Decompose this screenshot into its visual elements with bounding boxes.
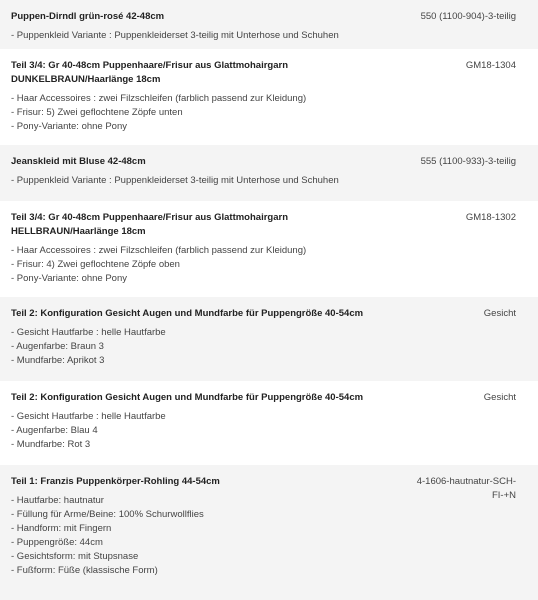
item-option: - Augenfarbe: Blau 4 <box>11 425 98 436</box>
item-title: Jeanskleid mit Bluse 42-48cm <box>11 156 146 167</box>
item-title: Teil 2: Konfiguration Gesicht Augen und Mundfarbe für Puppengröße 40-54cm <box>11 308 364 319</box>
item-options <box>11 410 516 452</box>
item-option: - Frisur: 5) Zwei geflochtene Zöpfe unten <box>11 107 183 118</box>
item-title: Teil 2: Konfiguration Gesicht Augen und Mundfarbe für Puppengröße 40-54cm <box>11 392 364 403</box>
item-option: - Füllung für Arme/Beine: 100% Schurwollflies <box>11 509 204 520</box>
item-title: Teil 3/4: Gr 40-48cm Puppenhaare/Frisur aus Glattmohairgarn HELLBRAUN/Haarlänge 18cm <box>11 212 288 237</box>
item-option: - Fußform: Füße (klassische Form) <box>11 565 158 576</box>
item-options <box>11 494 516 578</box>
list-item <box>0 465 538 600</box>
item-options <box>11 29 516 43</box>
item-title: Puppen-Dirndl grün-rosé 42-48cm <box>11 11 165 22</box>
list-item <box>0 0 538 49</box>
item-option: - Frisur: 4) Zwei geflochtene Zöpfe oben <box>11 259 180 270</box>
item-code: 555 (1100-933)-3-teilig <box>420 156 516 167</box>
item-option: - Hautfarbe: hautnatur <box>11 495 104 506</box>
item-code: Gesicht <box>483 308 516 319</box>
item-option: - Gesicht Hautfarbe : helle Hautfarbe <box>11 411 166 422</box>
item-options <box>11 174 516 188</box>
item-option: - Puppengröße: 44cm <box>11 537 103 548</box>
item-code: 4-1606-hautnatur-SCH-FI-+N <box>416 476 516 501</box>
item-options <box>11 92 516 134</box>
item-option: - Mundfarbe: Rot 3 <box>11 439 91 450</box>
item-option: - Mundfarbe: Aprikot 3 <box>11 355 105 366</box>
item-option: - Pony-Variante: ohne Pony <box>11 121 128 132</box>
item-title: Teil 3/4: Gr 40-48cm Puppenhaare/Frisur aus Glattmohairgarn DUNKELBRAUN/Haarlänge 18cm <box>11 60 288 85</box>
item-option: - Gesichtsform: mit Stupsnase <box>11 551 139 562</box>
item-code: Gesicht <box>483 392 516 403</box>
item-options <box>11 326 516 368</box>
item-option: - Puppenkleid Variante : Puppenkleiderset 3-teilig mit Unterhose und Schuhen <box>11 30 339 41</box>
item-option: - Pony-Variante: ohne Pony <box>11 273 128 284</box>
list-item <box>0 145 538 201</box>
item-option: - Haar Accessoires : zwei Filzschleifen (farblich passend zur Kleidung) <box>11 245 307 256</box>
item-code: GM18-1302 <box>465 212 516 223</box>
item-title: Teil 1: Franzis Puppenkörper-Rohling 44-54cm <box>11 476 220 487</box>
item-option: - Augenfarbe: Braun 3 <box>11 341 104 352</box>
item-option: - Haar Accessoires : zwei Filzschleifen (farblich passend zur Kleidung) <box>11 93 307 104</box>
item-option: - Handform: mit Fingern <box>11 523 112 534</box>
item-code: 550 (1100-904)-3-teilig <box>420 11 516 22</box>
item-code: GM18-1304 <box>465 60 516 71</box>
item-option: - Puppenkleid Variante : Puppenkleiderset 3-teilig mit Unterhose und Schuhen <box>11 175 339 186</box>
list-item <box>0 201 538 297</box>
list-item <box>0 381 538 465</box>
list-item <box>0 297 538 381</box>
item-options <box>11 244 516 286</box>
item-option: - Gesicht Hautfarbe : helle Hautfarbe <box>11 327 166 338</box>
list-item <box>0 49 538 145</box>
